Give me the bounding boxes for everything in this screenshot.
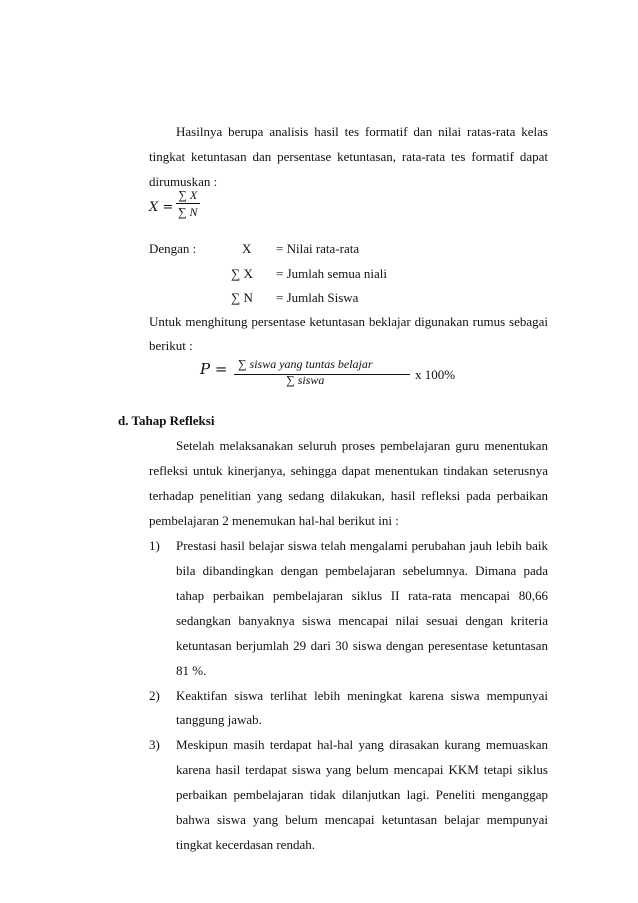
item-1-line-4: sedangkan banyaknya siswa mencapai nilai sesuai dengan kriteria [176, 613, 548, 628]
def-desc-2: = Jumlah semua niali [276, 266, 387, 281]
item-3-line-5: tingkat kecerdasan rendah. [176, 837, 315, 852]
item-1-line-1: Prestasi hasil belajar siswa telah mengalami perubahan jauh lebih baik [176, 538, 548, 553]
formula1-denominator: ∑ N [178, 205, 198, 219]
item-1-line-3: tahap perbaikan pembelajaran siklus II rata-rata mencapai 80,66 [176, 588, 548, 603]
intro-line-2: tingkat ketuntasan dan persentase ketuntasan, rata-rata tes formatif dapat [149, 149, 548, 164]
formula2-lhs: P = [200, 360, 228, 378]
persen-line-1: Untuk menghitung persentase ketuntasan beklajar digunakan rumus sebagai [149, 314, 548, 329]
section-d-heading: d. Tahap Refleksi [118, 413, 215, 428]
section-d-para-1: Setelah melaksanakan seluruh proses pembelajaran guru menentukan [176, 438, 548, 453]
item-3-line-2: karena hasil terdapat siswa yang belum mencapai KKM tetapi siklus [176, 762, 548, 777]
formula2-fraction [236, 356, 375, 388]
item-2-number: 2) [149, 688, 160, 703]
item-2-line-1: Keaktifan siswa terlihat lebih meningkat karena siswa mempunyai [176, 688, 548, 703]
def-symbol-3: ∑ N [231, 290, 253, 305]
def-symbol-1: X [242, 241, 252, 256]
item-3-number: 3) [149, 737, 160, 752]
definitions-intro: Dengan : [149, 241, 197, 256]
item-1-line-6: 81 %. [176, 663, 207, 678]
formula2-numerator: ∑ siswa yang tuntas belajar [238, 357, 373, 371]
formula1-fraction [176, 187, 200, 220]
intro-line-3: dirumuskan : [149, 174, 218, 189]
formula2-denominator: ∑ siswa [286, 373, 325, 387]
formula1-lhs: X = [149, 200, 174, 215]
section-d-para-3: terhadap penelitian yang sedang dilakukan, hasil refleksi pada perbaikan [149, 488, 548, 503]
formula1-numerator: ∑ X [178, 188, 198, 202]
section-d-para-4: pembelajaran 2 menemukan hal-hal berikut ini : [149, 513, 399, 528]
item-1-line-5: ketuntasan berjumlah 29 dari 30 siswa dengan peresentase ketuntasan [176, 638, 548, 653]
formula2-suffix: x 100% [415, 367, 456, 382]
def-desc-1: = Nilai rata-rata [276, 241, 360, 256]
intro-line-1: Hasilnya berupa analisis hasil tes formatif dan nilai ratas-rata kelas [176, 124, 548, 139]
persen-line-2: berikut : [149, 338, 193, 353]
item-1-number: 1) [149, 538, 160, 553]
def-symbol-2: ∑ X [231, 266, 253, 281]
item-2-line-2: tanggung jawab. [176, 712, 262, 727]
item-3-line-4: bahwa siswa yang belum mencapai ketuntasan belajar mempunyai [176, 812, 548, 827]
formula2-fraction-bar [234, 374, 410, 375]
def-desc-3: = Jumlah Siswa [276, 290, 359, 305]
item-1-line-2: bila dibandingkan dengan pembelajaran sebelumnya. Dimana pada [176, 563, 548, 578]
item-3-line-3: perbaikan pembelajaran tidak dilanjutkan lagi. Peneliti menganggap [176, 787, 548, 802]
section-d-para-2: refleksi untuk kinerjanya, sehingga dapat menentukan tindakan seterusnya [149, 463, 548, 478]
item-3-line-1: Meskipun masih terdapat hal-hal yang dirasakan kurang memuaskan [176, 737, 548, 752]
